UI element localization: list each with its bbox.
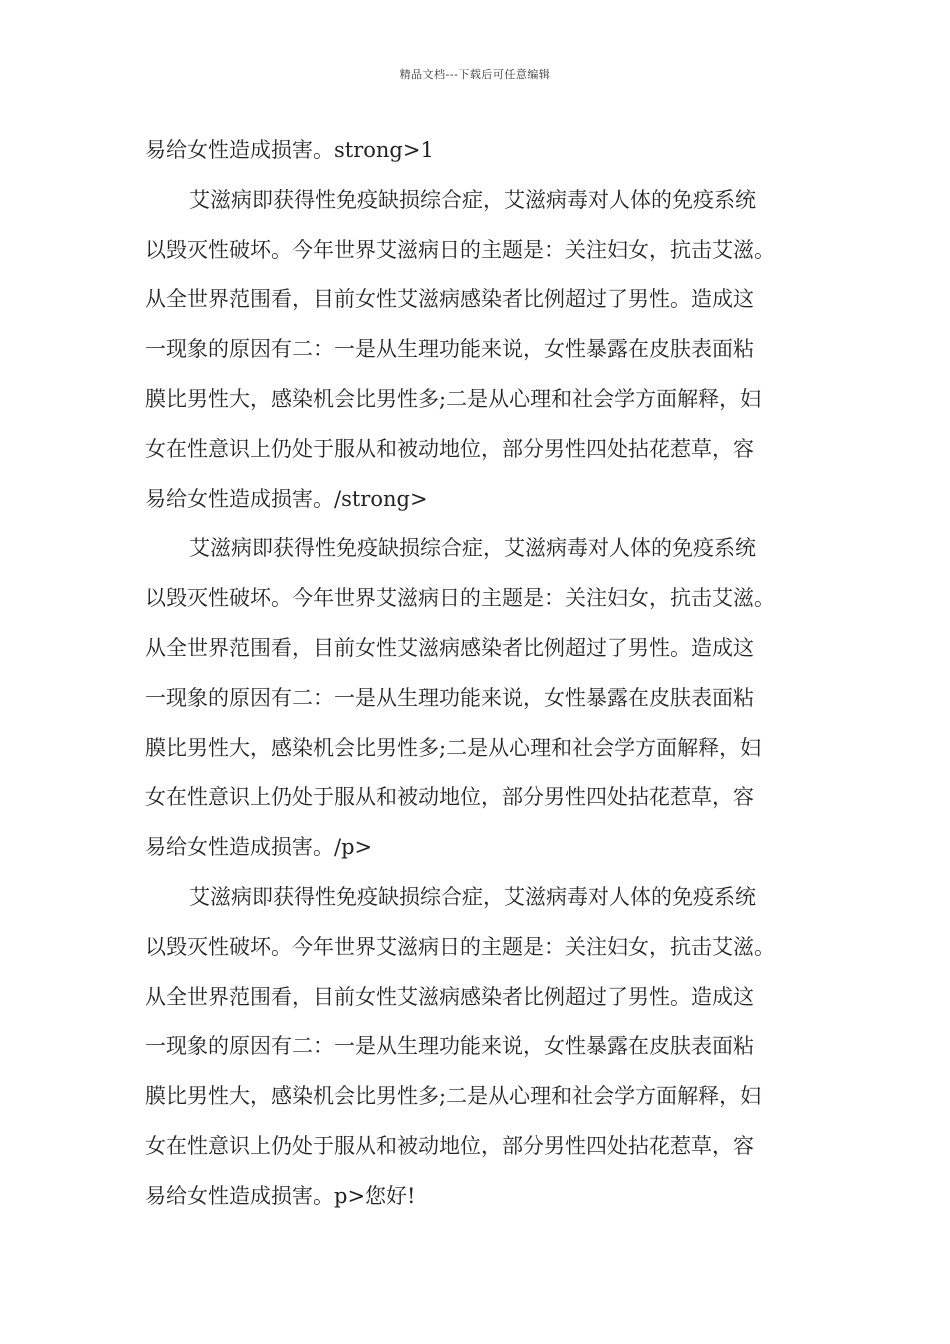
page-header: 精品文档---下载后可任意编辑: [399, 68, 551, 81]
text-line: 艾滋病即获得性免疫缺损综合症，艾滋病毒对人体的免疫系统: [189, 884, 756, 909]
text-line: 以毁灭性破坏。今年世界艾滋病日的主题是：关注妇女，抗击艾滋。: [145, 934, 775, 959]
text-line: 艾滋病即获得性免疫缺损综合症，艾滋病毒对人体的免疫系统: [189, 187, 756, 212]
text-line: 女在性意识上仍处于服从和被动地位，部分男性四处拈花惹草，容: [145, 785, 754, 810]
text-line: 女在性意识上仍处于服从和被动地位，部分男性四处拈花惹草，容: [145, 1133, 754, 1158]
document-body: [145, 126, 825, 1222]
text-line: 易给女性造成损害。p>您好!: [145, 1183, 416, 1208]
text-line: 易给女性造成损害。/p>: [145, 835, 373, 860]
text-line: 一现象的原因有二：一是从生理功能来说，女性暴露在皮肤表面粘: [145, 337, 754, 362]
text-line: 从全世界范围看，目前女性艾滋病感染者比例超过了男性。造成这: [145, 287, 754, 312]
text-line: 从全世界范围看，目前女性艾滋病感染者比例超过了男性。造成这: [145, 635, 754, 660]
text-line: 以毁灭性破坏。今年世界艾滋病日的主题是：关注妇女，抗击艾滋。: [145, 586, 775, 611]
text-line: 一现象的原因有二：一是从生理功能来说，女性暴露在皮肤表面粘: [145, 1034, 754, 1059]
text-line: 膜比男性大，感染机会比男性多;二是从心理和社会学方面解释，妇: [145, 735, 762, 760]
text-line: 膜比男性大，感染机会比男性多;二是从心理和社会学方面解释，妇: [145, 1084, 762, 1109]
text-line: 膜比男性大，感染机会比男性多;二是从心理和社会学方面解释，妇: [145, 386, 762, 411]
text-line: 从全世界范围看，目前女性艾滋病感染者比例超过了男性。造成这: [145, 984, 754, 1009]
text-line: 女在性意识上仍处于服从和被动地位，部分男性四处拈花惹草，容: [145, 436, 754, 461]
text-line: 以毁灭性破坏。今年世界艾滋病日的主题是：关注妇女，抗击艾滋。: [145, 237, 775, 262]
text-line: 一现象的原因有二：一是从生理功能来说，女性暴露在皮肤表面粘: [145, 685, 754, 710]
text-line: 艾滋病即获得性免疫缺损综合症，艾滋病毒对人体的免疫系统: [189, 536, 756, 561]
text-line: 易给女性造成损害。/strong>: [145, 486, 428, 511]
text-line: 易给女性造成损害。strong>1: [145, 138, 434, 162]
